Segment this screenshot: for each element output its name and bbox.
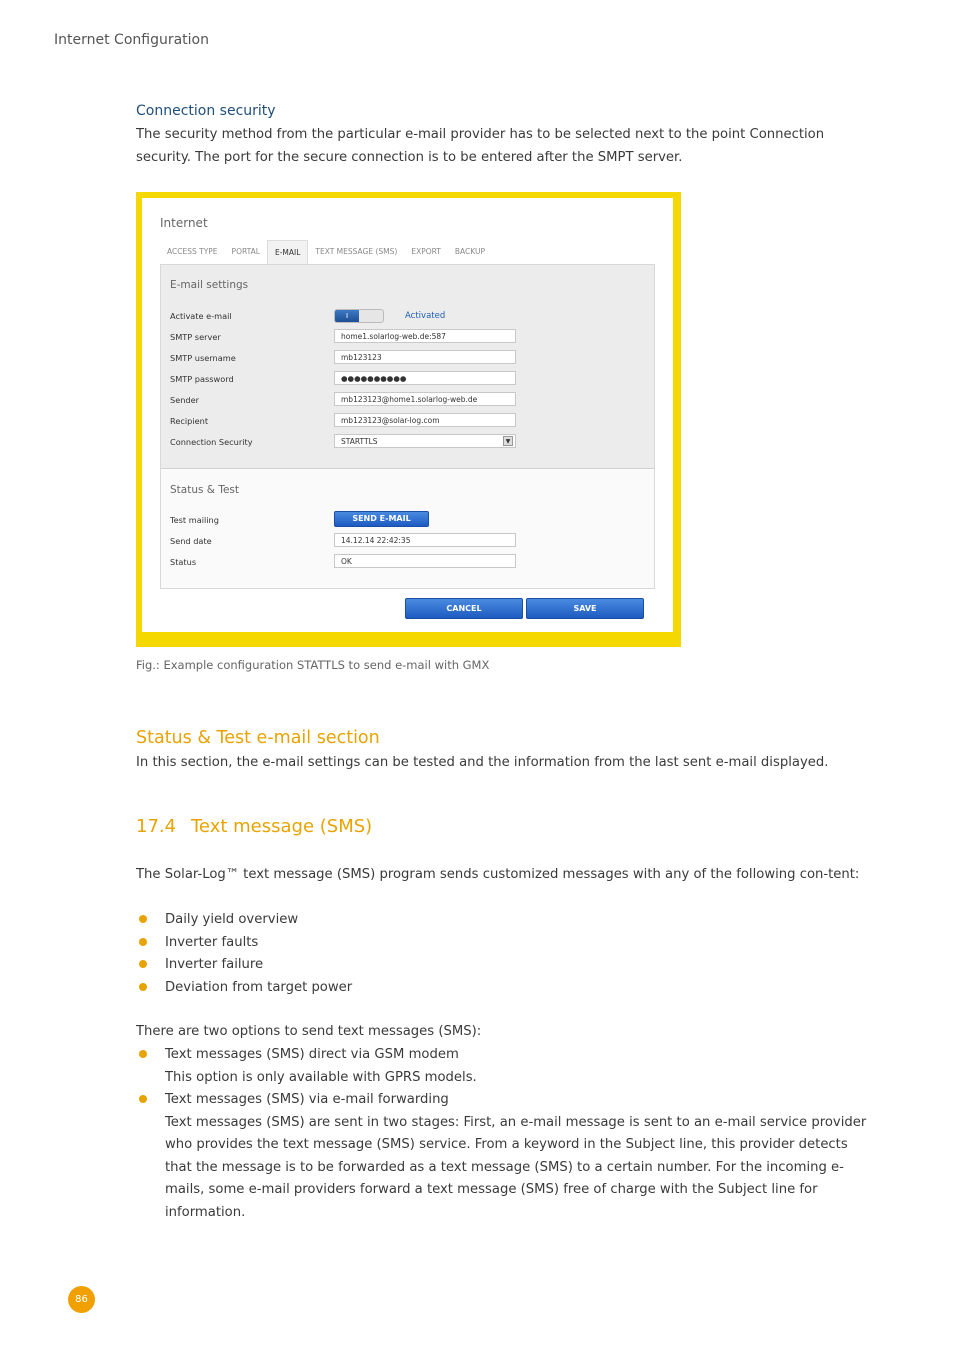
cancel-button[interactable]: CANCEL [405,598,523,619]
activate-email-label: Activate e-mail [170,311,232,321]
tab-text-message[interactable]: TEXT MESSAGE (SMS) [315,247,398,256]
list-item [136,954,871,977]
chevron-down-icon[interactable]: ▼ [503,436,513,446]
option-title: Text messages (SMS) via e-mail forwarding [165,1092,449,1107]
tab-access-type[interactable]: ACCESS TYPE [167,247,218,256]
recipient-input[interactable]: mb123123@solar-log.com [334,413,516,427]
smtp-server-input[interactable]: home1.solarlog-web.de:587 [334,329,516,343]
section-number: 17.4 [136,816,177,837]
smtp-username-label: SMTP username [170,353,236,363]
list-item [136,909,871,932]
status-label: Status [170,557,197,567]
activate-email-toggle[interactable] [334,309,384,323]
list-item-text: Inverter failure [165,957,264,972]
save-button[interactable]: SAVE [526,598,644,619]
list-item-text: Deviation from target power [165,979,353,995]
connection-security-select[interactable] [334,434,516,448]
tab-portal[interactable]: PORTAL [231,247,260,256]
bullet-icon [139,1050,147,1058]
sms-intro: The Solar-Log™ text message (SMS) program sends customized messages with any of the following con-tent: [136,867,860,882]
send-email-button[interactable]: SEND E-MAIL [334,511,429,527]
sms-section-heading [136,816,372,837]
bullet-icon [139,915,147,923]
activate-state-text: Activated [405,311,446,321]
tab-export[interactable]: EXPORT [411,247,441,256]
option-detail: Text messages (SMS) are sent in two stages: First, an e-mail message is sent to an e-mail service provider who provides the text message (SMS) service. From a keyword in the Subject line, this provider detects that the message is to be forwarded as a text message (SMS) to a certain number. For the incoming e-mails, some e-mail providers forward a text message (SMS) free of charge with the Subject line for information. [165,1114,867,1220]
smtp-password-label: SMTP password [170,374,234,384]
test-mailing-label: Test mailing [170,515,219,525]
list-item-text: Inverter faults [165,934,259,950]
sender-label: Sender [170,395,200,405]
list-item [136,932,871,955]
settings-panel [160,264,655,589]
option-title: Text messages (SMS) direct via GSM modem [165,1047,459,1062]
list-item-text: Daily yield overview [165,912,299,927]
sender-input[interactable]: mb123123@home1.solarlog-web.de [334,392,516,406]
ui-title: Internet [160,216,208,230]
connection-security-heading: Connection security [136,103,276,119]
send-date-label: Send date [170,536,212,546]
sms-options-list [136,1044,871,1224]
connection-security-label: Connection Security [170,437,253,447]
option-detail: This option is only available with GPRS models. [165,1069,477,1085]
list-item [136,977,871,1000]
bullet-icon [139,960,147,968]
status-field: OK [334,554,516,568]
smtp-password-input[interactable]: ●●●●●●●●●● [334,371,516,385]
connection-security-value: STARTTLS [341,437,378,446]
tab-bar [160,240,492,264]
send-date-field: 14.12.14 22:42:35 [334,533,516,547]
figure-caption: Fig.: Example configuration STATTLS to send e-mail with GMX [136,658,490,672]
smtp-username-input[interactable]: mb123123 [334,350,516,364]
toggle-on-indicator: I [335,310,359,322]
bullet-icon [139,983,147,991]
email-config-screenshot [142,198,673,632]
section-title: Text message (SMS) [191,816,373,837]
list-item [136,1089,871,1224]
running-header: Internet Configuration [54,32,209,48]
bullet-icon [139,938,147,946]
list-item [136,1044,871,1089]
smtp-server-label: SMTP server [170,332,221,342]
email-settings-title: E-mail settings [170,279,249,291]
page-number: 86 [68,1286,95,1313]
recipient-label: Recipient [170,416,209,426]
sms-options-intro: There are two options to send text messages (SMS): [136,1024,482,1039]
status-test-section-heading: Status & Test e-mail section [136,728,380,748]
tab-email[interactable]: E-MAIL [267,240,308,264]
status-test-section-text: In this section, the e-mail settings can be tested and the information from the last sent e-mail displayed. [136,755,829,770]
status-test-title: Status & Test [170,484,239,496]
figure-frame [136,192,681,647]
connection-security-text: The security method from the particular e-mail provider has to be selected next to the point Connection security. The port for the secure connection is to be entered after the SMPT server. [136,127,825,165]
tab-backup[interactable]: BACKUP [454,247,486,256]
sms-content-list [136,909,871,999]
bullet-icon [139,1095,147,1103]
